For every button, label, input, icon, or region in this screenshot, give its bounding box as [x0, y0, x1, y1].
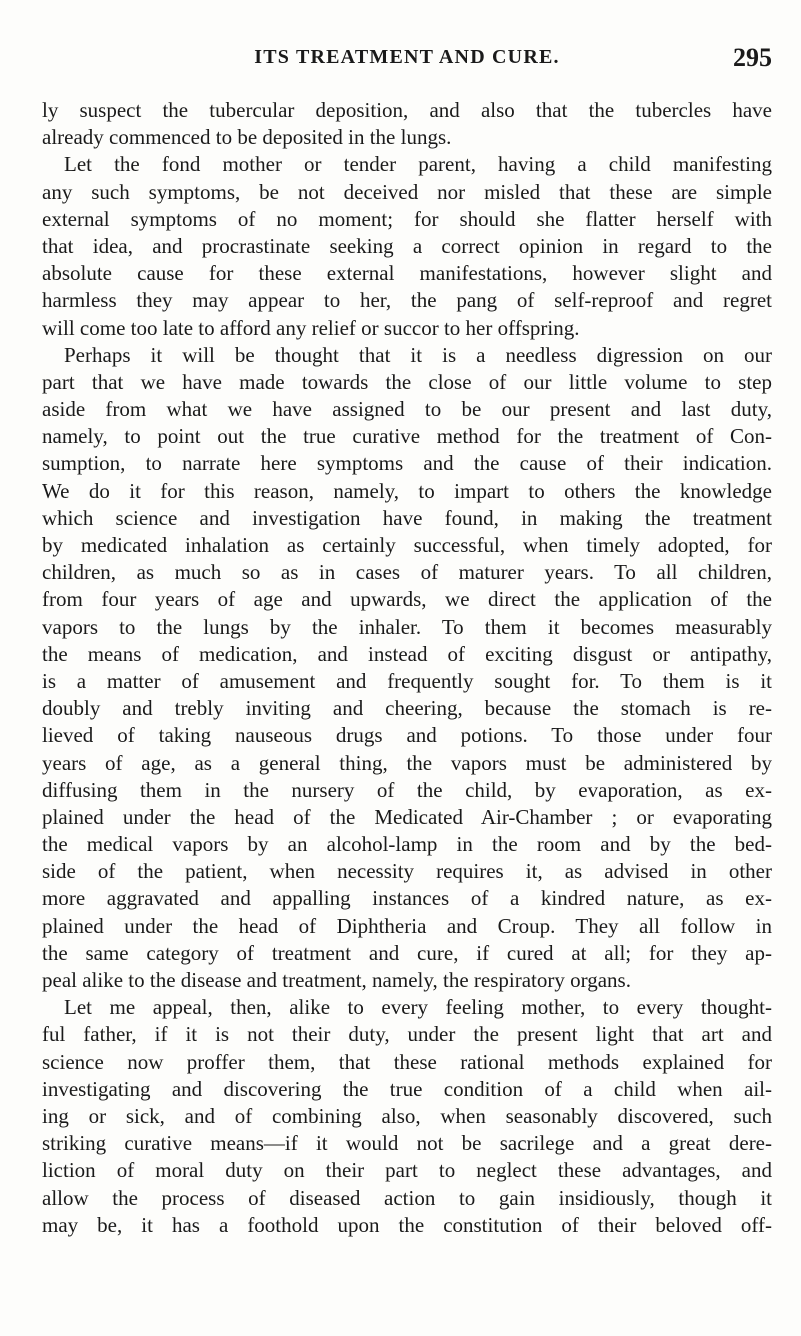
- text-line: already commenced to be deposited in the lungs.: [42, 125, 452, 150]
- text-line: striking curative means—if it would not be sacrilege and a great dere-: [42, 1131, 772, 1156]
- text-line: diffusing them in the nursery of the child, by evaporation, as ex-: [42, 777, 772, 802]
- text-line: the same category of treatment and cure, if cured at all; for they ap-: [42, 940, 772, 965]
- text-line: vapors to the lungs by the inhaler. To them it becomes measurably: [42, 614, 772, 639]
- text-line: by medicated inhalation as certainly successful, when timely adopted, for: [42, 533, 772, 557]
- text-line: We do it for this reason, namely, to impart to others the knowledge: [42, 478, 772, 503]
- text-line: external symptoms of no moment; for should she flatter herself with: [42, 206, 772, 231]
- text-line: years of age, as a general thing, the vapors must be administered by: [42, 750, 772, 775]
- text-line: the means of medication, and instead of exciting disgust or antipathy,: [42, 641, 772, 666]
- text-line: ing or sick, and of combining also, when seasonably discovered, such: [42, 1103, 772, 1128]
- text-line: allow the process of diseased action to gain insidiously, though it: [42, 1185, 772, 1210]
- text-line: is a matter of amusement and frequently sought for. To them is it: [42, 668, 772, 693]
- text-line: doubly and trebly inviting and cheering, because the stomach is re-: [42, 696, 772, 721]
- text-line: plained under the head of Diphtheria and Croup. They all follow in: [42, 913, 772, 938]
- text-line: ful father, if it is not their duty, under the present light that art and: [42, 1022, 772, 1047]
- text-line: aside from what we have assigned to be our present and last duty,: [42, 397, 772, 422]
- text-line: more aggravated and appalling instances of a kindred nature, as ex-: [42, 886, 772, 911]
- text-line: Let me appeal, then, alike to every feeling mother, to every thought-: [64, 995, 772, 1020]
- text-line: side of the patient, when necessity requires it, as advised in other: [42, 859, 772, 884]
- text-line: investigating and discovering the true condition of a child when ail-: [42, 1076, 772, 1101]
- text-line: Let the fond mother or tender parent, having a child manifesting: [64, 152, 772, 177]
- running-title: ITS TREATMENT AND CURE.: [254, 46, 560, 68]
- text-line: children, as much so as in cases of maturer years. To all children,: [42, 560, 772, 585]
- running-head: [42, 43, 772, 76]
- text-line: lieved of taking nauseous drugs and potions. To those under four: [42, 723, 772, 748]
- text-line: harmless they may appear to her, the pang of self-reproof and regret: [42, 288, 772, 313]
- text-line: any such symptoms, be not deceived nor misled that these are simple: [42, 179, 772, 204]
- text-line: plained under the head of the Medicated Air-Chamber ; or evaporating: [42, 804, 772, 829]
- text-line: may be, it has a foothold upon the constitution of their beloved off-: [42, 1212, 772, 1237]
- text-line: will come too late to afford any relief or succor to her offspring.: [42, 315, 580, 340]
- text-line: liction of moral duty on their part to neglect these advantages, and: [42, 1158, 772, 1183]
- page-number: 295: [733, 43, 772, 72]
- text-line: peal alike to the disease and treatment, namely, the respiratory organs.: [42, 968, 631, 992]
- text-line: absolute cause for these external manifestations, however slight and: [42, 261, 772, 286]
- text-line: that idea, and procrastinate seeking a correct opinion in regard to the: [42, 233, 772, 258]
- text-line: from four years of age and upwards, we direct the application of the: [42, 587, 772, 612]
- body-text: [42, 97, 772, 1239]
- text-line: part that we have made towards the close of our little volume to step: [42, 369, 772, 394]
- text-line: sumption, to narrate here symptoms and the cause of their indication.: [42, 451, 772, 476]
- text-line: ly suspect the tubercular deposition, and also that the tubercles have: [42, 98, 772, 122]
- text-line: the medical vapors by an alcohol-lamp in the room and by the bed-: [42, 832, 772, 857]
- text-line: Perhaps it will be thought that it is a needless digression on our: [64, 342, 772, 367]
- text-line: science now proffer them, that these rational methods explained for: [42, 1049, 772, 1074]
- text-line: namely, to point out the true curative method for the treatment of Con-: [42, 424, 772, 449]
- text-line: which science and investigation have found, in making the treatment: [42, 505, 772, 530]
